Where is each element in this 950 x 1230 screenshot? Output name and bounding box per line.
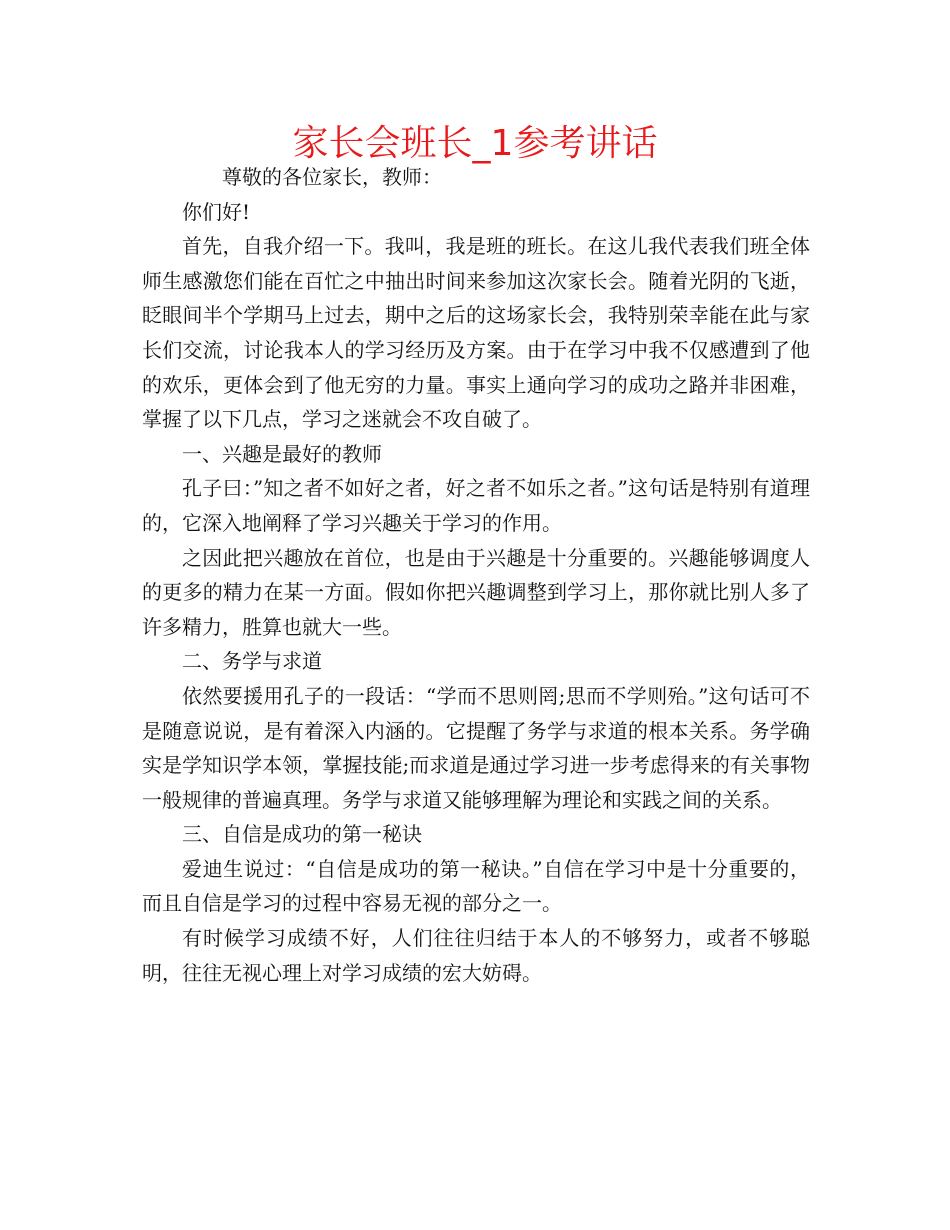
- greeting-paragraph: 你们好!: [182, 199, 251, 224]
- body-paragraph: 之因此把兴趣放在首位，也是由于兴趣是十分重要的。兴趣能够调度人的更多的精力在某一方面。假如你把兴趣调整到学习上，那你就比别人多了许多精力，胜算也就大一些。: [142, 545, 810, 639]
- body-paragraph: 有时候学习成绩不好，人们往往归结于本人的不够努力，或者不够聪明，往往无视心理上对学习成绩的宏大妨碍。: [142, 926, 810, 985]
- salutation-paragraph: 尊敬的各位家长，教师：: [222, 165, 442, 189]
- section-heading-3: 三、自信是成功的第一秘诀: [182, 822, 422, 847]
- intro-paragraph: 首先，自我介绍一下。我叫，我是班的班长。在这儿我代表我们班全体师生感激您们能在百忙之中抽出时间来参加这次家长会。随着光阴的飞逝，眨眼间半个学期马上过去，期中之后的这场家长会，我特别荣幸能在此与家长们交流，讨论我本人的学习经历及方案。由于在学习中我不仅感遭到了他的欢乐，更体会到了他无穷的力量。事实上通向学习的成功之路并非困难，掌握了以下几点，学习之迷就会不攻自破了。: [142, 234, 810, 432]
- section-heading-1: 一、兴趣是最好的教师: [182, 441, 382, 466]
- body-paragraph: 爱迪生说过：“自信是成功的第一秘诀。”自信在学习中是十分重要的，而且自信是学习的过程中容易无视的部分之一。: [142, 856, 810, 916]
- section-heading-2: 二、务学与求道: [182, 649, 322, 674]
- document-title: 家长会班长_1参考讲话: [292, 123, 658, 164]
- body-paragraph: 孔子曰：”知之者不如好之者，好之者不如乐之者。”这句话是特别有道理的，它深入地阐释了学习兴趣关于学习的作用。: [142, 476, 810, 535]
- document-body: [142, 160, 810, 990]
- body-paragraph: 依然要援用孔子的一段话：“学而不思则罔;思而不学则殆。”这句话可不是随意说说，是有着深入内涵的。它提醒了务学与求道的根本关系。务学确实是学知识学本领，掌握技能;而求道是通过学习进一步考虑得来的有关事物一般规律的普遍真理。务学与求道又能够理解为理论和实践之间的关系。: [142, 683, 810, 812]
